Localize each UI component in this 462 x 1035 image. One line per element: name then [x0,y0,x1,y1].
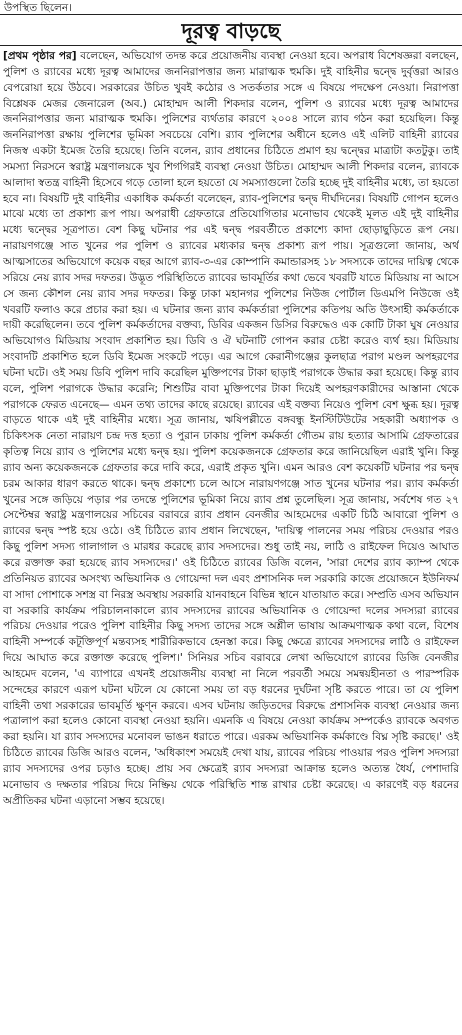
previous-article-fragment: উপস্থিত ছিলেন। [4,2,72,14]
headline-divider [0,45,462,46]
continuation-tag: [প্রথম পৃষ্ঠার পর] [3,50,77,62]
article-body [3,49,459,1033]
article-headline: দূরত্ব বাড়ছে [181,18,281,43]
top-divider [0,14,462,15]
article-text: বলেছেন, অভিযোগ তদন্ত করে প্রয়োজনীয় ব্যবস্থা নেওয়া হবে। অপরাধ বিশেষজ্ঞরা বলছেন, পুলিশ ও র‌্যাবের মধ্যে দূরত্ব আমাদের জননিরাপত্তার জন্য মারাত্মক হুমকি। দুই বাহিনীর দ্বন্দ্বে দুর্বৃত্তরা আরও বেপরোয়া হয়ে উঠবে। সরকারের উচিত খুবই কঠোর ও সতর্কতার সঙ্গে এ বিষয়ে পদক্ষেপ নেওয়া। নিরাপত্তা বিশ্লেষক মেজর জেনারেল (অব.) মোহাম্মদ আলী শিকদার বলেন, পুলিশ ও র‌্যাবের মধ্যে দূরত্ব আমাদের জননিরাপত্তার জন্য মারাত্মক হুমকি। পুলিশের ব্যর্থতার কারণে ২০০৪ সালে র‌্যাব গঠন করা হয়েছিল। কিন্তু জননিরাপত্তা রক্ষায় পুলিশের ভূমিকা সবচেয়ে বেশি। র‌্যাব পুলিশের অধীনে হলেও এই এলিট বাহিনী র‌্যাবের নিজস্ব একটা ইমেজ তৈরি হয়েছে। তিনি বলেন, র‌্যাব প্রধানের চিঠিতে প্রমাণ হয় দ্বন্দ্বের মাত্রাটা কতটুকু। তাই সমস্যা নিরসনে স্বরাষ্ট্র মন্ত্রণালয়কে খুব শিগগিরই ব্যবস্থা নেওয়া উচিত। মোহাম্মদ আলী শিকদার বলেন, র‌্যাবকে আলাদা স্বতন্ত্র বাহিনী হিসেবে গড়ে তোলা হলে হয়তো যে সমস্যাগুলো তৈরি হচ্ছে দুই বাহিনীর মধ্যে, তা হয়তো হবে না। বিষয়টি দুই বাহিনীর একাধিক কর্মকর্তা বলেছেন, র‌্যাব-পুলিশের দ্বন্দ্ব দীর্ঘদিনের। বিষয়টি গোপন হলেও মাঝে মধ্যে তা প্রকাশ্য রূপ পায়। অপরাধী গ্রেফতারে প্রতিযোগিতার মনোভাব থেকেই মূলত এই দুই বাহিনীর মধ্যে দ্বন্দ্বের সূত্রপাত। বেশ কিছু ঘটনার পর এই দ্বন্দ্ব পরবর্তীতে প্রকাশ্যে কাদা ছোড়াছুড়িতে রূপ নেয়। নারায়ণগঞ্জে সাত খুনের পর পুলিশ ও র‌্যাবের মধ্যকার দ্বন্দ্ব প্রকাশ্য রূপ পায়। সূত্রগুলো জানায়, অর্থ আত্মসাতের অভিযোগে কয়েক বছর আগে র‌্যাব-৩-এর কোম্পানি কমান্ডারসহ ১৮ সদস্যকে তাদের দায়িত্ব থেকে সরিয়ে নেয় র‌্যাব সদর দফতর। উদ্ভূত পরিস্থিতিতে র‌্যাবের ভাবমূর্তির কথা ভেবে খবরটি যাতে মিডিয়ায় না আসে সে জন্য কৌশল নেয় র‌্যাব সদর দফতর। কিন্তু ঢাকা মহানগর পুলিশের নিউজ পোর্টাল ডিএমপি নিউজে ওই খবরটি ফলাও করে প্রচার করা হয়। এ ঘটনার জন্য র‌্যাব কর্মকর্তারা পুলিশের কতিপয় অতি উৎসাহী কর্মকর্তাকে দায়ী করেছিলেন। তবে পুলিশ কর্মকর্তাদের বক্তব্য, ডিবির একজন ডিসির বিরুদ্ধেও এক কোটি টাকা ঘুষ নেওয়ার অভিযোগও মিডিয়ায় সংবাদ প্রকাশিত হয়। ডিবি ও ঐ ঘটনাটি গোপন করার চেষ্টা করেও ব্যর্থ হয়। মিডিয়ায় সংবাদটি প্রকাশিত হলে ডিবি ইমেজ সংকটে পড়ে। এর আগে কেরানীগঞ্জের কুলছাত্র পরাগ মণ্ডল অপহরণের ঘটনা ঘটে। ওই সময় ডিবি পুলিশ দাবি করেছিল মুক্তিপণের টাকা ছাড়াই পরাগকে উদ্ধার করা হয়েছে। কিন্তু র‌্যাব বলে, পুলিশ পরাগকে উদ্ধার করেনি; শিশুটির বাবা মুক্তিপণের টাকা দিয়েই অপহরণকারীদের আস্তানা থেকে পরাগকে ফেরত এনেছে— এমন তথ্য তাদের কাছে রয়েছে। র‌্যাবের এই বক্তব্য নিয়েও পুলিশ বেশ ক্ষুব্ধ হয়। দূরত্ব বাড়তে থাকে এই দুই বাহিনীর মধ্যে। সূত্র জানায়, ঋষিপল্লীতে বঙ্গবন্ধু ইনস্টিটিউটের সহকারী অধ্যাপক ও চিকিৎসক নেতা নারায়ণ চন্দ্র দত্ত হত্যা ও পুরান ঢাকায় পুলিশ কর্মকর্তা গৌতম রায় হত্যার আসামি গ্রেফতারের কৃতিত্ব নিয়ে র‌্যাব ও পুলিশের মধ্যে দ্বন্দ্ব হয়। পুলিশ কয়েকজনকে গ্রেফতার করে জানিয়েছিল এরাই খুনি। কিন্তু র‌্যাব অন্য কয়েকজনকে গ্রেফতার করে দাবি করে, এরাই প্রকৃত খুনি। এমন আরও বেশ কয়েকটি ঘটনার পর দ্বন্দ্ব চরম আকার ধারণ করতে থাকে। দ্বন্দ্ব প্রকাশ্যে চলে আসে নারায়ণগঞ্জে সাত খুনের ঘটনার পর। র‌্যাব কর্মকর্তা খুনের সঙ্গে জড়িয়ে পড়ার পর তদন্তে পুলিশের ভূমিকা নিয়ে র‌্যাব প্রশ্ন তুলেছিল। সূত্র জানায়, সর্বশেষ গত ২৭ সেপ্টেম্বর স্বরাষ্ট্র মন্ত্রণালয়ের সচিবের বরাবরে র‌্যাব প্রধান বেনজীর আহমেদের একটি চিঠি আবারো পুলিশ ও র‌্যাবের দ্বন্দ্ব স্পষ্ট হয়ে ওঠে। ওই চিঠিতে র‌্যাব প্রধান লিখেছেন, 'দায়িত্ব পালনের সময় পরিচয় দেওয়ার পরও কিছু পুলিশ সদস্য গালাগাল ও মারধর করেছে র‌্যাব সদস্যদের। শুধু তাই নয়, লাঠি ও রাইফেল দিয়েও আঘাত করে রক্তাক্ত করা হয়েছে র‌্যাব সদস্যদের।' ওই চিঠিতে র‌্যাবের ডিজি বলেন, 'সারা দেশের র‌্যাব ক্যাম্প থেকে প্রতিনিয়ত র‌্যাবের অসংখ্য অভিযানিক ও গোয়েন্দা দল এবং প্রশাসনিক দল সরকারি কাজে প্রয়োজনে ইউনিফর্ম বা সাদা পোশাকে সশস্ত্র বা নিরস্ত্র অবস্থায় সরকারি যানবাহনে বিভিন্ন স্থানে যাতায়াত করে। সম্প্রতি এসব অভিযান বা সরকারি কার্যক্রম পরিচালনাকালে র‌্যাব সদস্যদের র‌্যাবের অভিযানিক ও গোয়েন্দা দলের সদস্যরা র‌্যাবের পরিচয় দেওয়ার পরেও পুলিশ বাহিনীর কিছু সদস্য তাদের সঙ্গে অশ্লীল ভাষায় আক্রমণাত্মক কথা বলে, বিশেষ বাহিনী সম্পর্কে কটূক্তিপূর্ণ মন্তব্যসহ শারীরিকভাবে হেনস্তা করে। কিছু ক্ষেত্রে র‌্যাবের সদস্যদের লাঠি ও রাইফেল দিয়ে আঘাত করে রক্তাক্ত করেছে পুলিশ।' সিনিয়র সচিব বরাবরে লেখা অভিযোগে র‌্যাবের ডিজি বেনজীর আহমেদ বলেন, 'এ ব্যাপারে এখনই প্রয়োজনীয় ব্যবস্থা না নিলে পরবর্তী সময়ে সমন্বয়হীনতা ও পারস্পরিক সন্দেহের কারণে এরূপ ঘটনা ঘটলে যে কোনো সময় তা বড় ধরনের দুর্ঘটনা সৃষ্টি করতে পারে। তা যে পুলিশ বাহিনী তথা সরকারের ভাবমূর্তি ক্ষুণ্ন করবে। এসব ঘটনায় জড়িতদের বিরুদ্ধে প্রশাসনিক ব্যবস্থা নেওয়ার জন্য পত্রালাপ করা হলেও কোনো ব্যবস্থা নেওয়া হয়নি। এমনকি এ বিষয়ে নেওয়া কার্যক্রম সম্পর্কেও র‌্যাবকে অবগত করা হয়নি। যা র‌্যাব সদস্যদের মনোবল ভাঙন ধরাতে পারে। এরকম অভিযানিক কর্মকাণ্ডে বিঘ্ন সৃষ্টি করছে।' ওই চিঠিতে র‌্যাবের ডিজি আরও বলেন, 'অধিকাংশ সময়েই দেখা যায়, র‌্যাবের পরিচয় পাওয়ার পরও পুলিশ সদস্যরা র‌্যাব সদস্যদের ওপর চড়াও হচ্ছে। প্রায় সব ক্ষেত্রেই র‌্যাব সদস্যরা আক্রান্ত হলেও অত্যন্ত ধৈর্য, পেশাদারি মনোভাব ও দক্ষতার পরিচয় দিয়ে নিষ্ক্রিয় থেকে পরিস্থিতি শান্ত রাখার চেষ্টা করেছে। এ কারণেই বড় ধরনের অপ্রীতিকর ঘটনা এড়ানো সম্ভব হয়েছে। [3,50,459,807]
